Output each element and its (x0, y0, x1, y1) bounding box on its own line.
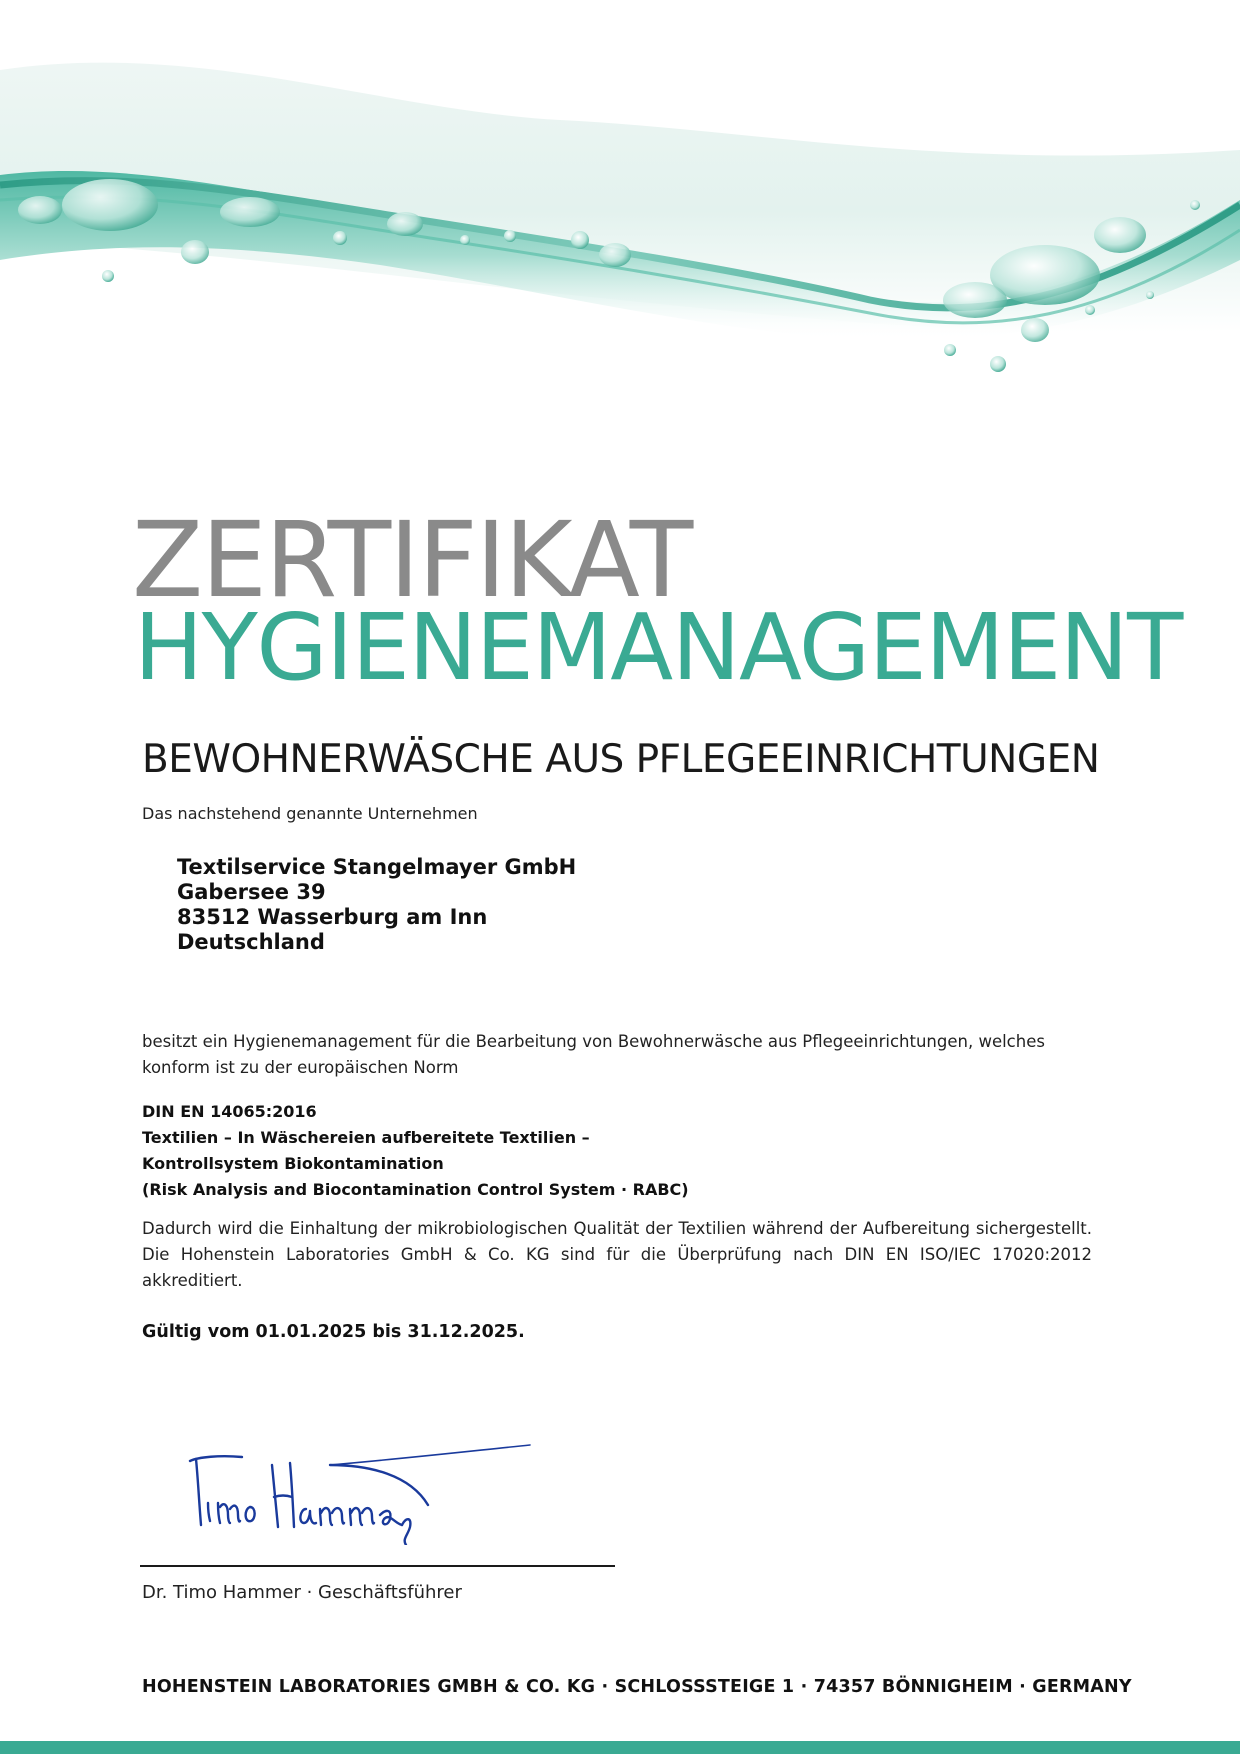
intro-text: Das nachstehend genannte Unternehmen (142, 804, 478, 823)
issuer-address-footer: HOHENSTEIN LABORATORIES GMBH & CO. KG · SCHLOSSSTEIGE 1 · 74357 BÖNNIGHEIM · GERMANY (142, 1677, 1132, 1697)
company-country: Deutschland (177, 930, 325, 954)
signature-line (140, 1565, 615, 1567)
norm-line: (Risk Analysis and Biocontamination Control System · RABC) (142, 1180, 689, 1199)
norm-line: DIN EN 14065:2016 (142, 1102, 317, 1121)
conformity-statement: besitzt ein Hygienemanagement für die Bearbeitung von Bewohnerwäsche aus Pflegeeinrichtungen, welches konform ist zu der europäischen Norm (142, 1032, 1045, 1077)
validity-period: Gültig vom 01.01.2025 bis 31.12.2025. (142, 1322, 525, 1342)
company-city: 83512 Wasserburg am Inn (177, 905, 488, 929)
signatory-name: Dr. Timo Hammer · Geschäftsführer (142, 1582, 462, 1603)
norm-line: Kontrollsystem Biokontamination (142, 1154, 444, 1173)
certificate-title: ZERTIFIKAT (132, 499, 692, 621)
norm-reference-block (142, 1099, 689, 1203)
certificate-subject: BEWOHNERWÄSCHE AUS PFLEGEEINRICHTUNGEN (142, 737, 1100, 782)
certificate-subtitle: HYGIENEMANAGEMENT (134, 594, 1182, 701)
handwritten-signature (180, 1435, 540, 1545)
bottom-accent-bar (0, 1741, 1240, 1754)
quality-statement: Dadurch wird die Einhaltung der mikrobiologischen Qualität der Textilien während der Aufbereitung sichergestellt. Die Hohenstein Laboratories GmbH & Co. KG sind für die Überprüfung nach DIN EN ISO/IEC 17020:2012 akkreditiert. (142, 1219, 1092, 1290)
company-address-block (177, 855, 576, 955)
norm-line: Textilien – In Wäschereien aufbereitete Textilien – (142, 1128, 590, 1147)
company-name: Textilservice Stangelmayer GmbH (177, 855, 577, 879)
water-wave-banner (0, 0, 1240, 420)
company-street: Gabersee 39 (177, 880, 326, 904)
